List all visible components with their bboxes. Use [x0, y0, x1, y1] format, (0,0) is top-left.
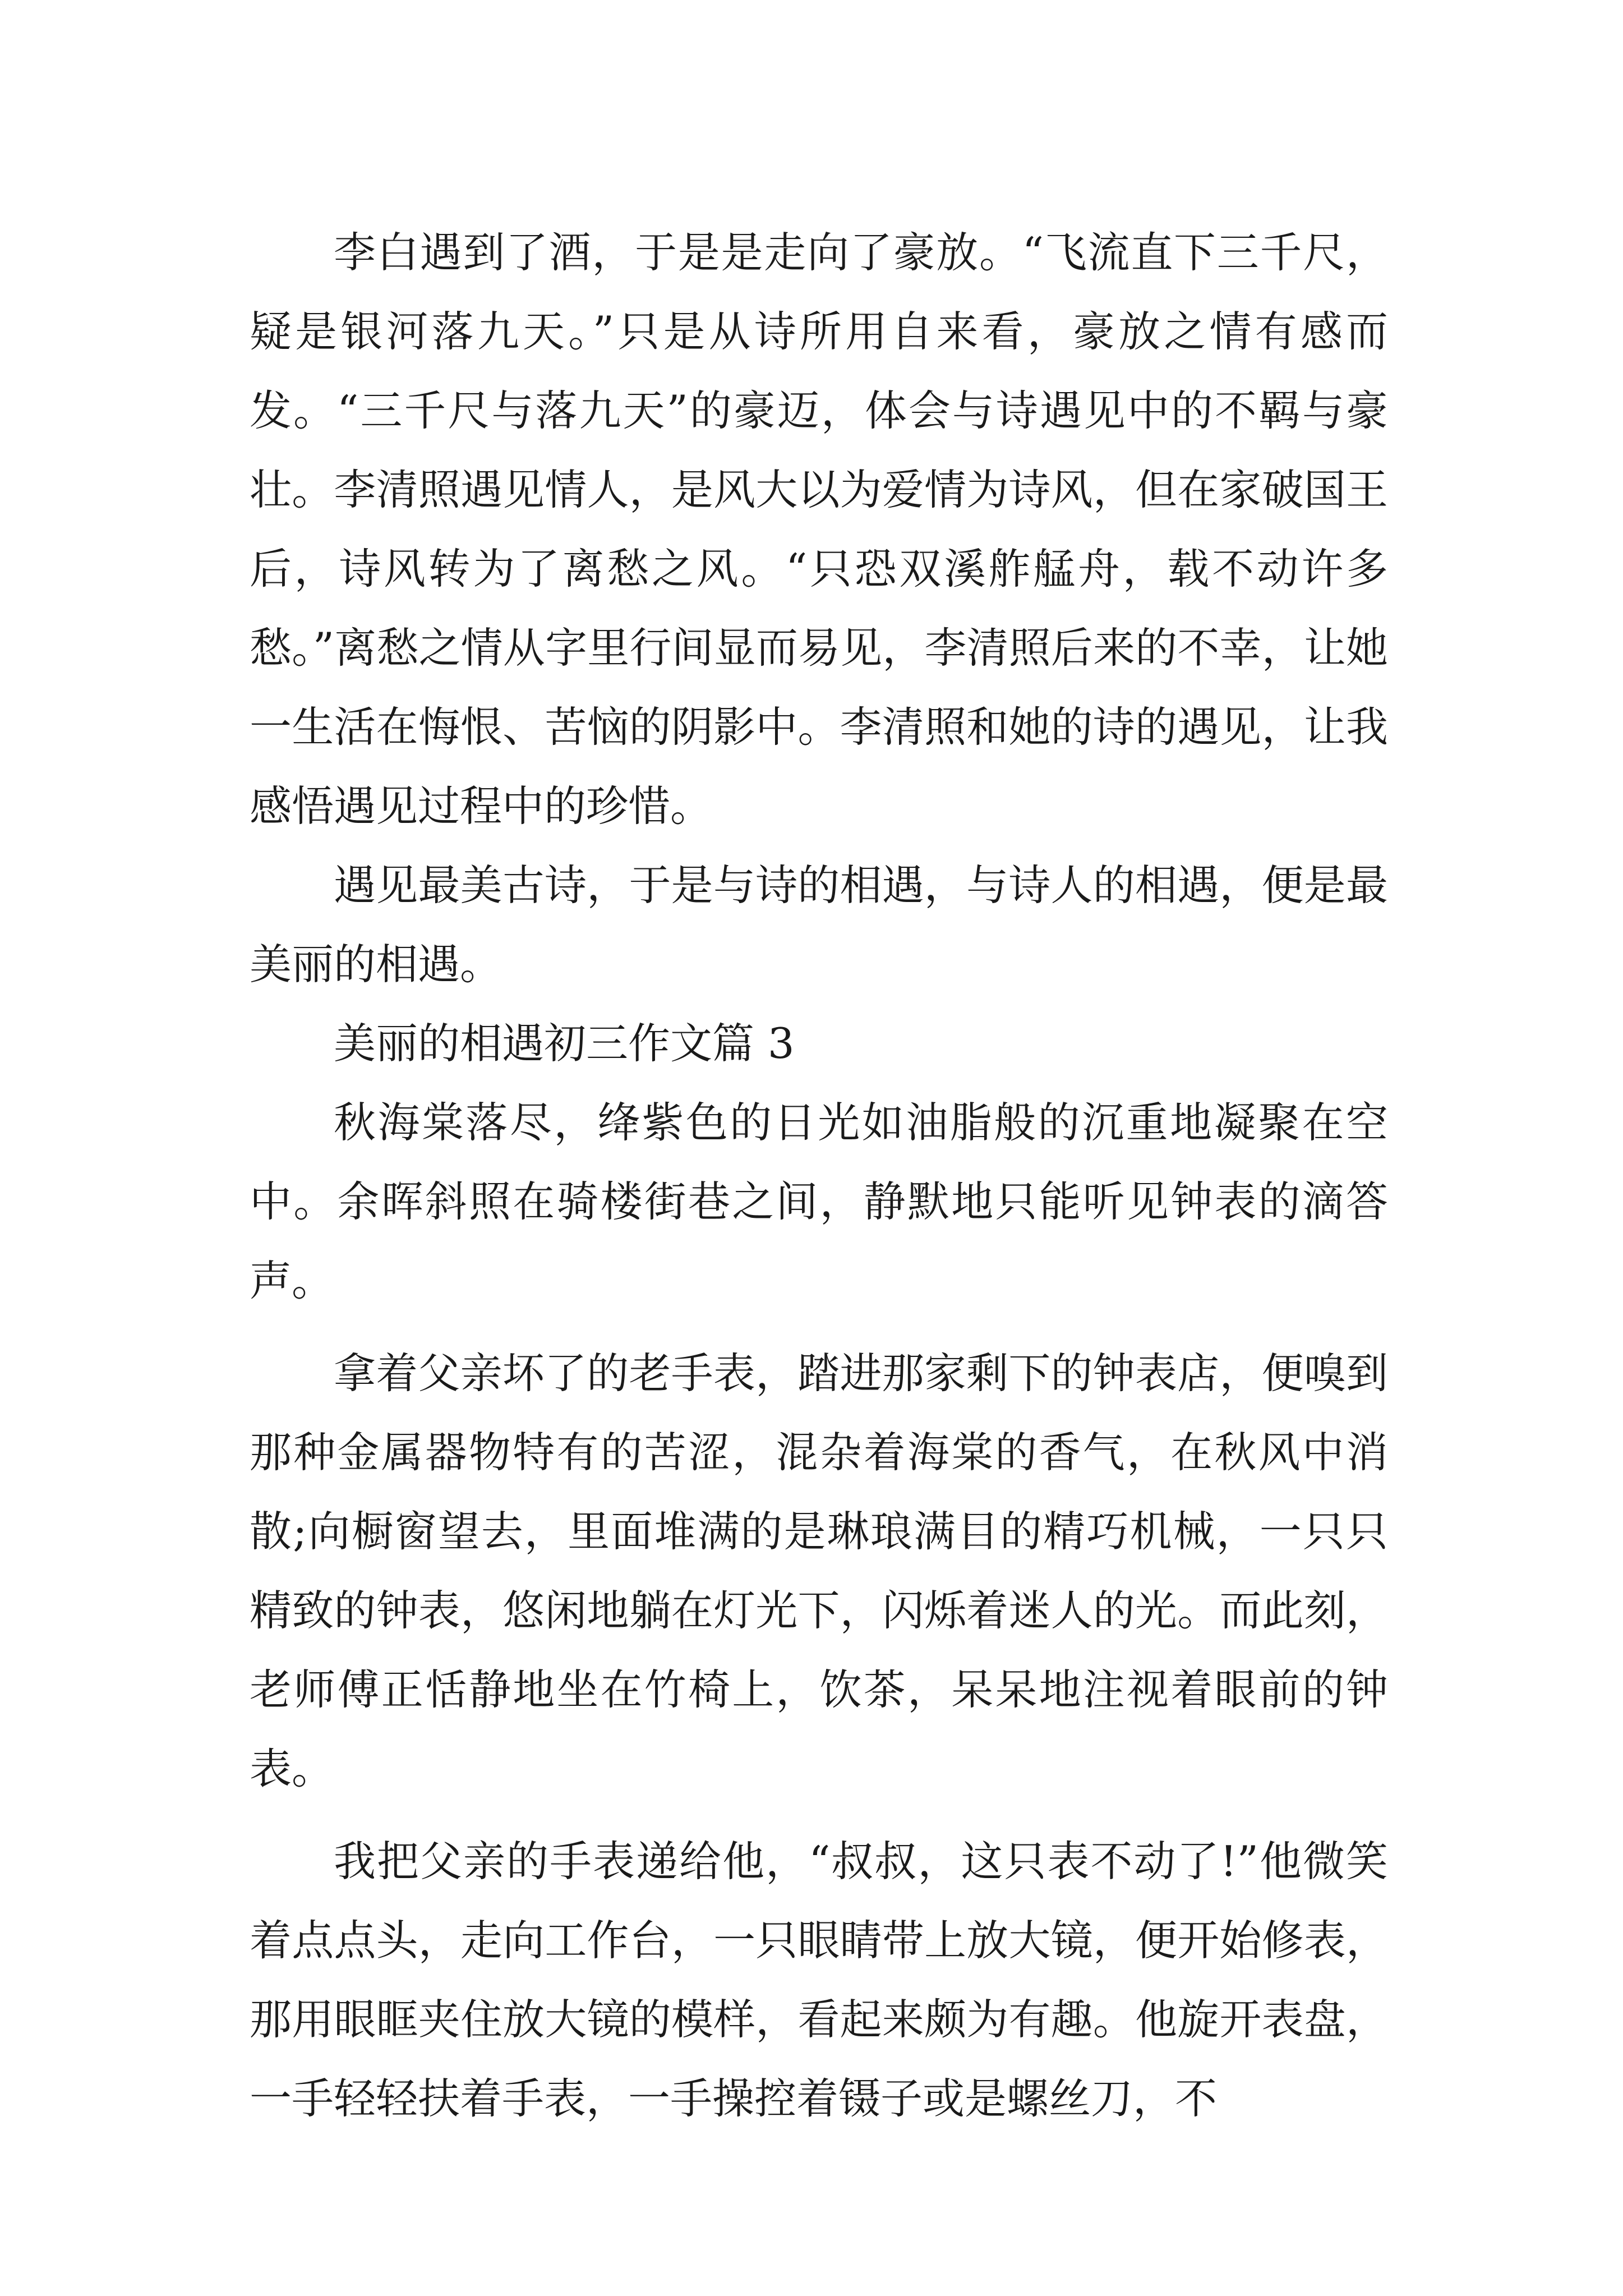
paragraph-repairing-watch: 我把父亲的手表递给他，“叔叔，这只表不动了!”他微笑着点点头，走向工作台，一只眼睛带上放大镜，便开始修表，那用眼眶夹住放大镜的模样，看起来颇为有趣。他旋开表盘，一手轻轻扶着手表，一手操控着镊子或是螺丝刀，不	[250, 1837, 1388, 2123]
paragraph-most-beautiful-poetry: 遇见最美古诗，于是与诗的相遇，与诗人的相遇，便是最美丽的相遇。	[250, 861, 1388, 989]
essay-title-part-3: 美丽的相遇初三作文篇 3	[334, 1019, 795, 1068]
paragraph-autumn-begonia: 秋海棠落尽，绛紫色的日光如油脂般的沉重地凝聚在空中。余晖斜照在骑楼街巷之间，静默地只能听见钟表的滴答声。	[250, 1098, 1388, 1305]
paragraph-li-bai-li-qingzhao: 李白遇到了酒，于是是走向了豪放。“飞流直下三千尺，疑是银河落九天。”只是从诗所用自来看，豪放之情有感而发。“三千尺与落九天”的豪迈，体会与诗遇见中的不羁与豪壮。李清照遇见情人，是风大以为爱情为诗风，但在家破国王后，诗风转为了离愁之风。“只恐双溪舴艋舟，载不动许多愁。”离愁之情从字里行间显而易见，李清照后来的不幸，让她一生活在悔恨、苦恼的阴影中。李清照和她的诗的遇见，让我感悟遇见过程中的珍惜。	[250, 228, 1388, 831]
document-page	[250, 213, 1388, 2138]
paragraph-watch-shop: 拿着父亲坏了的老手表，踏进那家剩下的钟表店，便嗅到那种金属器物特有的苦涩，混杂着海棠的香气，在秋风中消散;向橱窗望去，里面堆满的是琳琅满目的精巧机械，一只只精致的钟表，悠闲地躺在灯光下，闪烁着迷人的光。而此刻，老师傅正恬静地坐在竹椅上，饮茶，呆呆地注视着眼前的钟表。	[250, 1349, 1388, 1793]
